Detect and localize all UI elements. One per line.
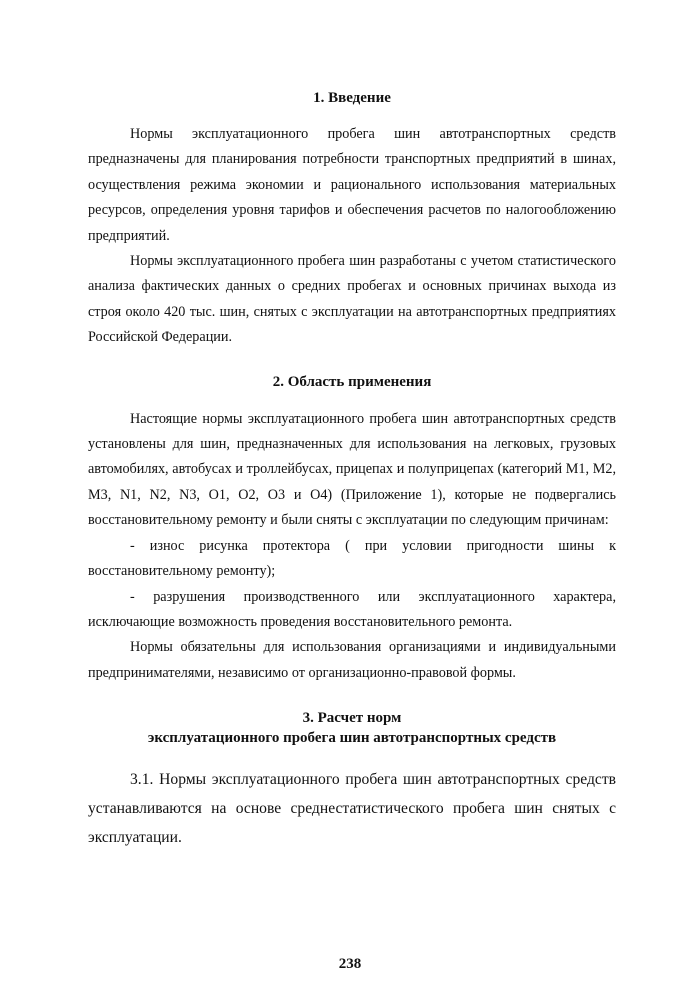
section-heading-scope: 2. Область применения [272, 373, 432, 390]
list-item: - разрушения производственного или эксплуатационного характера, исключающие возможность проведения восстановительного ремонта. [88, 588, 616, 630]
section-heading-calculation [88, 708, 616, 748]
paragraph: Нормы обязательны для использования организациями и индивидуальными предпринимателями, независимо от организационно-правовой формы. [88, 639, 616, 681]
section-heading-introduction: 1. Введение [313, 90, 391, 106]
section-heading-line: эксплуатационного пробега шин автотранспортных средств [147, 730, 557, 747]
page-number: 238 [338, 956, 362, 972]
paragraph: Нормы эксплуатационного пробега шин автотранспортных средств предназначены для планирования потребности транспортных предприятий в шинах, осуществления режима экономии и рационального использования материальных ресурсов, определения уровня тарифов и обеспечения расчетов по налогообложению предприятий. [88, 126, 616, 244]
paragraph: Нормы эксплуатационного пробега шин разработаны с учетом статистического анализа фактических данных о средних пробегах и основных причинах выхода из строя около 420 тыс. шин, снятых с эксплуатации на автотранспортных предприятиях Российской Федерации. [88, 253, 616, 346]
section-heading-line: 3. Расчет норм [302, 710, 402, 727]
paragraph: 3.1. Нормы эксплуатационного пробега шин автотранспортных средств устанавливаются на основе среднестатистического пробега шин снятых с эксплуатации. [88, 771, 616, 847]
paragraph: Настоящие нормы эксплуатационного пробега шин автотранспортных средств установлены для шин, предназначенных для использования на легковых, грузовых автомобилях, автобусах и троллейбусах, прицепах и полуприцепах (категорий M1, M2, M3, N1, N2, N3, O1, O2, O3 и O4) (Приложение 1), которые не подвергались восстановительному ремонту и были сняты с эксплуатации по следующим причинам: [88, 410, 616, 529]
document-page [88, 88, 616, 852]
list-item: - износ рисунка протектора ( при условии пригодности шины к восстановительному ремонту); [88, 537, 616, 580]
